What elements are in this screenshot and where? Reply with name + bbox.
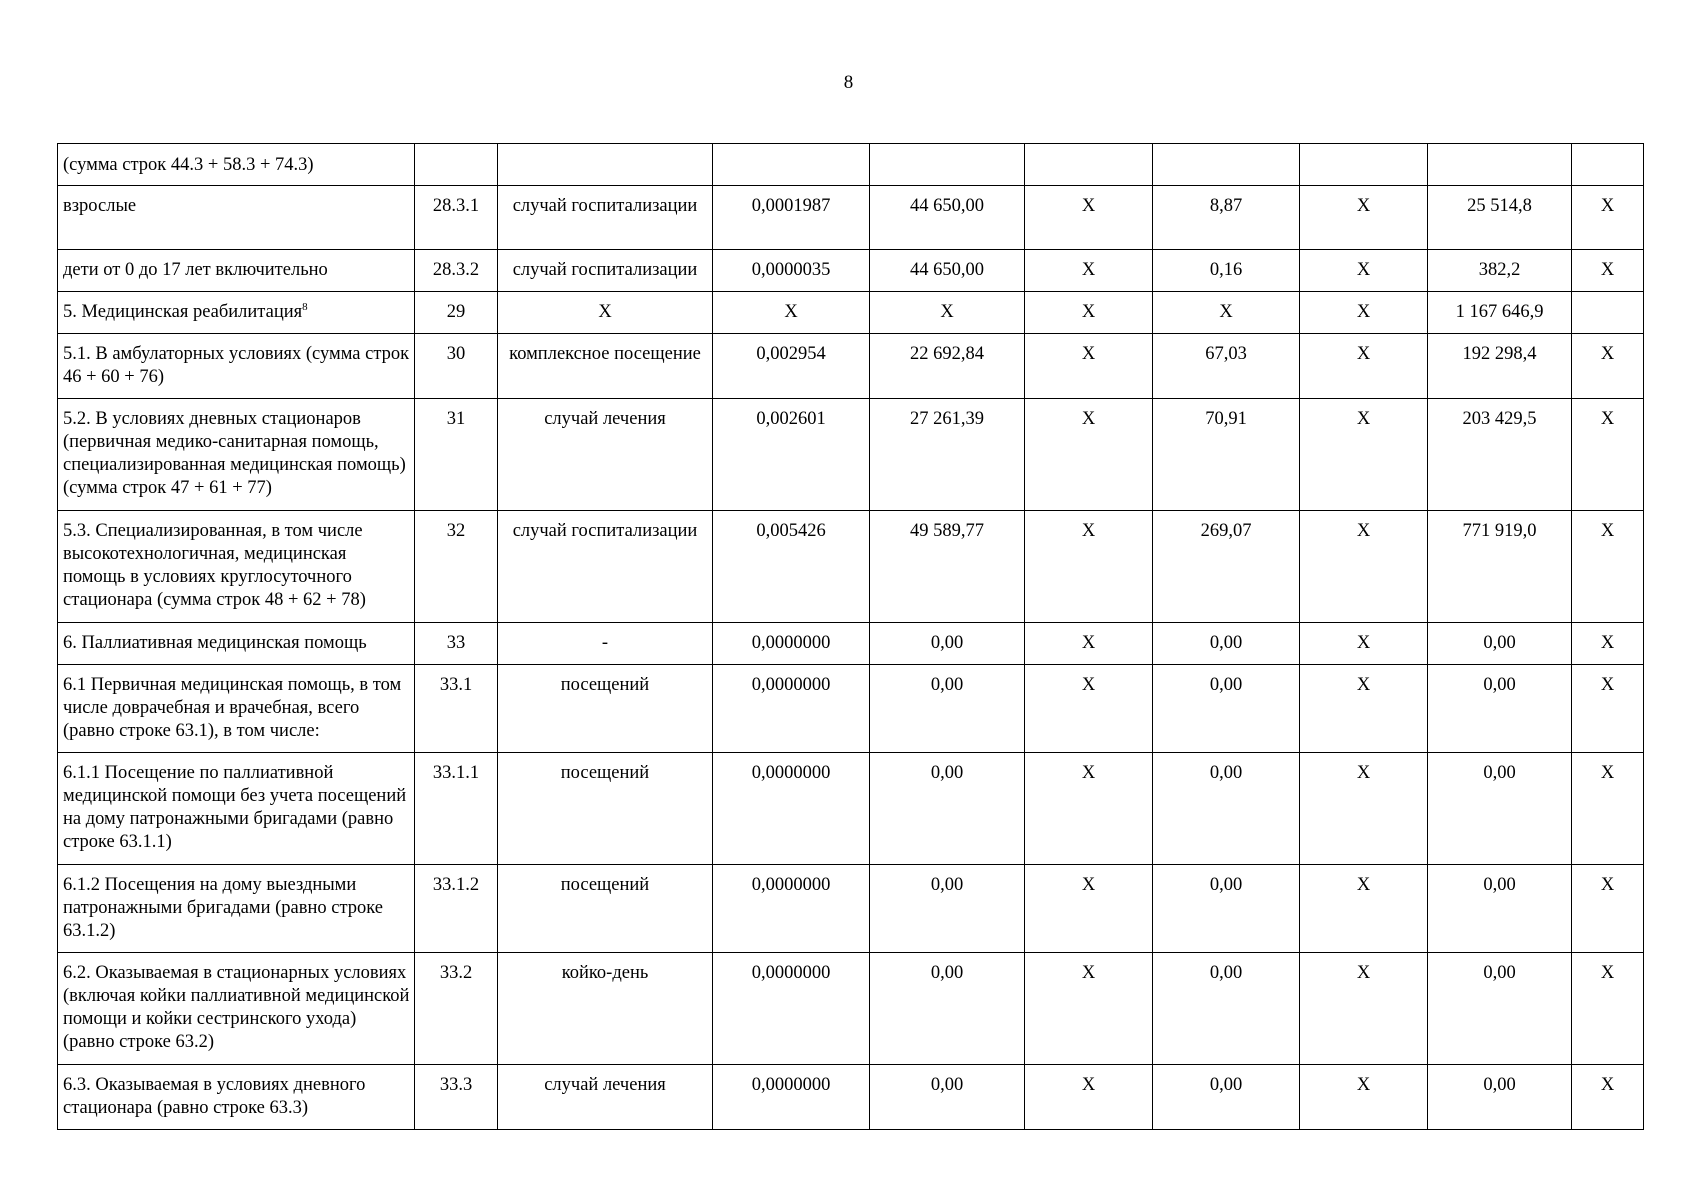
table-row — [58, 399, 1644, 511]
cost-norm: 0,00 — [870, 665, 1025, 753]
share-cell: Х — [1572, 399, 1644, 511]
cost-norm: 0,00 — [870, 865, 1025, 953]
row-name-text: 6.1 Первичная медицинская помощь, в том числе доврачебная и врачебная, всего (равно строке 63.1), в том числе: — [63, 675, 402, 741]
row-code: 33.2 — [415, 953, 498, 1065]
per-capita-oms: Х — [1153, 292, 1300, 334]
total-oms: 0,00 — [1428, 1065, 1572, 1130]
cost-norm — [870, 144, 1025, 186]
total-budget — [1300, 144, 1428, 186]
unit-of-measure: Х — [498, 292, 713, 334]
row-name-text: (сумма строк 44.3 + 58.3 + 74.3) — [63, 155, 314, 175]
unit-of-measure — [498, 144, 713, 186]
row-name-text: дети от 0 до 17 лет включительно — [63, 260, 328, 280]
row-code: 31 — [415, 399, 498, 511]
total-budget: Х — [1300, 399, 1428, 511]
per-capita-budget: Х — [1025, 623, 1153, 665]
total-budget: Х — [1300, 623, 1428, 665]
row-code: 28.3.2 — [415, 250, 498, 292]
table-row — [58, 250, 1644, 292]
total-oms: 192 298,4 — [1428, 334, 1572, 399]
total-oms: 0,00 — [1428, 623, 1572, 665]
row-name — [58, 1065, 415, 1130]
row-name-text: 6.3. Оказываемая в условиях дневного стационара (равно строке 63.3) — [63, 1075, 366, 1118]
row-code: 33 — [415, 623, 498, 665]
share-cell: Х — [1572, 1065, 1644, 1130]
total-budget: Х — [1300, 334, 1428, 399]
unit-of-measure: посещений — [498, 753, 713, 865]
total-budget: Х — [1300, 665, 1428, 753]
share-cell — [1572, 292, 1644, 334]
row-name — [58, 753, 415, 865]
total-oms: 382,2 — [1428, 250, 1572, 292]
cost-norm: 0,00 — [870, 953, 1025, 1065]
row-code: 29 — [415, 292, 498, 334]
per-capita-oms: 0,16 — [1153, 250, 1300, 292]
share-cell: Х — [1572, 511, 1644, 623]
cost-norm: 49 589,77 — [870, 511, 1025, 623]
share-cell: Х — [1572, 665, 1644, 753]
share-cell: Х — [1572, 186, 1644, 250]
table-row — [58, 953, 1644, 1065]
per-capita-oms: 0,00 — [1153, 753, 1300, 865]
row-code: 28.3.1 — [415, 186, 498, 250]
row-code: 32 — [415, 511, 498, 623]
volume-norm: 0,002954 — [713, 334, 870, 399]
share-cell: Х — [1572, 623, 1644, 665]
row-name — [58, 292, 415, 334]
total-oms: 771 919,0 — [1428, 511, 1572, 623]
total-oms: 0,00 — [1428, 665, 1572, 753]
cost-norm: 0,00 — [870, 753, 1025, 865]
total-budget: Х — [1300, 186, 1428, 250]
per-capita-oms: 0,00 — [1153, 623, 1300, 665]
share-cell — [1572, 144, 1644, 186]
cost-norm: Х — [870, 292, 1025, 334]
row-name — [58, 953, 415, 1065]
volume-norm: 0,002601 — [713, 399, 870, 511]
per-capita-oms: 70,91 — [1153, 399, 1300, 511]
table-row — [58, 865, 1644, 953]
volume-norm: 0,0000000 — [713, 865, 870, 953]
table-row — [58, 334, 1644, 399]
unit-of-measure: посещений — [498, 665, 713, 753]
row-name — [58, 623, 415, 665]
unit-of-measure: комплексное посещение — [498, 334, 713, 399]
row-name — [58, 144, 415, 186]
unit-of-measure: случай лечения — [498, 399, 713, 511]
row-name — [58, 186, 415, 250]
volume-norm: 0,0000035 — [713, 250, 870, 292]
row-code: 33.3 — [415, 1065, 498, 1130]
per-capita-oms: 269,07 — [1153, 511, 1300, 623]
per-capita-budget: Х — [1025, 665, 1153, 753]
cost-norm: 0,00 — [870, 1065, 1025, 1130]
cost-norm: 22 692,84 — [870, 334, 1025, 399]
cost-norm: 44 650,00 — [870, 186, 1025, 250]
row-name-text: взрослые — [63, 196, 137, 216]
table-row — [58, 186, 1644, 250]
tariff-table — [57, 143, 1644, 1130]
per-capita-budget: Х — [1025, 865, 1153, 953]
per-capita-oms: 67,03 — [1153, 334, 1300, 399]
total-budget: Х — [1300, 1065, 1428, 1130]
row-name — [58, 865, 415, 953]
volume-norm: 0,0001987 — [713, 186, 870, 250]
per-capita-budget: Х — [1025, 399, 1153, 511]
row-code: 33.1.2 — [415, 865, 498, 953]
table-row — [58, 623, 1644, 665]
volume-norm: 0,0000000 — [713, 753, 870, 865]
cost-norm: 0,00 — [870, 623, 1025, 665]
table-row — [58, 665, 1644, 753]
row-name — [58, 334, 415, 399]
unit-of-measure: случай лечения — [498, 1065, 713, 1130]
row-name-text: 5.2. В условиях дневных стационаров (первичная медико-санитарная помощь, специализированная медицинская помощь) (сумма строк 47 + 61 + 77) — [63, 409, 406, 498]
volume-norm: 0,0000000 — [713, 665, 870, 753]
row-name — [58, 511, 415, 623]
row-name-text: 6.1.1 Посещение по паллиативной медицинской помощи без учета посещений на дому патронажными бригадами (равно строке 63.1.1) — [63, 763, 407, 852]
row-name-text: 5.3. Специализированная, в том числе высокотехнологичная, медицинская помощь в условиях круглосуточного стационара (сумма строк 48 + 62 + 78) — [63, 521, 366, 610]
row-name-text: 5. Медицинская реабилитация — [63, 302, 303, 322]
per-capita-oms: 0,00 — [1153, 665, 1300, 753]
total-oms: 203 429,5 — [1428, 399, 1572, 511]
row-name — [58, 665, 415, 753]
volume-norm: 0,005426 — [713, 511, 870, 623]
page-number: 8 — [843, 72, 854, 93]
total-budget: Х — [1300, 511, 1428, 623]
total-budget: Х — [1300, 865, 1428, 953]
row-code: 30 — [415, 334, 498, 399]
share-cell: Х — [1572, 865, 1644, 953]
per-capita-budget: Х — [1025, 186, 1153, 250]
table-row — [58, 753, 1644, 865]
per-capita-oms: 0,00 — [1153, 1065, 1300, 1130]
total-oms: 0,00 — [1428, 753, 1572, 865]
cost-norm: 27 261,39 — [870, 399, 1025, 511]
row-name — [58, 399, 415, 511]
volume-norm: Х — [713, 292, 870, 334]
per-capita-oms: 8,87 — [1153, 186, 1300, 250]
total-oms — [1428, 144, 1572, 186]
volume-norm: 0,0000000 — [713, 1065, 870, 1130]
unit-of-measure: случай госпитализации — [498, 511, 713, 623]
share-cell: Х — [1572, 334, 1644, 399]
per-capita-budget: Х — [1025, 953, 1153, 1065]
per-capita-oms — [1153, 144, 1300, 186]
total-budget: Х — [1300, 953, 1428, 1065]
row-name — [58, 250, 415, 292]
per-capita-budget: Х — [1025, 250, 1153, 292]
total-oms: 25 514,8 — [1428, 186, 1572, 250]
row-name-text: 6. Паллиативная медицинская помощь — [63, 633, 367, 653]
unit-of-measure: посещений — [498, 865, 713, 953]
per-capita-budget — [1025, 144, 1153, 186]
footnote-marker: 8 — [302, 300, 308, 313]
row-name-text: 5.1. В амбулаторных условиях (сумма строк 46 + 60 + 76) — [63, 344, 410, 387]
total-budget: Х — [1300, 250, 1428, 292]
per-capita-oms: 0,00 — [1153, 953, 1300, 1065]
table-row — [58, 511, 1644, 623]
volume-norm: 0,0000000 — [713, 623, 870, 665]
per-capita-budget: Х — [1025, 334, 1153, 399]
cost-norm: 44 650,00 — [870, 250, 1025, 292]
row-code: 33.1.1 — [415, 753, 498, 865]
per-capita-budget: Х — [1025, 511, 1153, 623]
per-capita-budget: Х — [1025, 1065, 1153, 1130]
per-capita-budget: Х — [1025, 753, 1153, 865]
table-row — [58, 144, 1644, 186]
total-budget: Х — [1300, 292, 1428, 334]
total-oms: 1 167 646,9 — [1428, 292, 1572, 334]
total-oms: 0,00 — [1428, 865, 1572, 953]
total-budget: Х — [1300, 753, 1428, 865]
unit-of-measure: - — [498, 623, 713, 665]
total-oms: 0,00 — [1428, 953, 1572, 1065]
row-code — [415, 144, 498, 186]
share-cell: Х — [1572, 250, 1644, 292]
unit-of-measure: случай госпитализации — [498, 186, 713, 250]
unit-of-measure: случай госпитализации — [498, 250, 713, 292]
table-row — [58, 1065, 1644, 1130]
share-cell: Х — [1572, 753, 1644, 865]
volume-norm — [713, 144, 870, 186]
per-capita-oms: 0,00 — [1153, 865, 1300, 953]
row-code: 33.1 — [415, 665, 498, 753]
per-capita-budget: Х — [1025, 292, 1153, 334]
row-name-text: 6.1.2 Посещения на дому выездными патронажными бригадами (равно строке 63.1.2) — [63, 875, 384, 941]
table-row — [58, 292, 1644, 334]
unit-of-measure: койко-день — [498, 953, 713, 1065]
row-name-text: 6.2. Оказываемая в стационарных условиях (включая койки паллиативной медицинской помощи и койки сестринского ухода) (равно строке 63.2) — [63, 963, 410, 1052]
volume-norm: 0,0000000 — [713, 953, 870, 1065]
share-cell: Х — [1572, 953, 1644, 1065]
